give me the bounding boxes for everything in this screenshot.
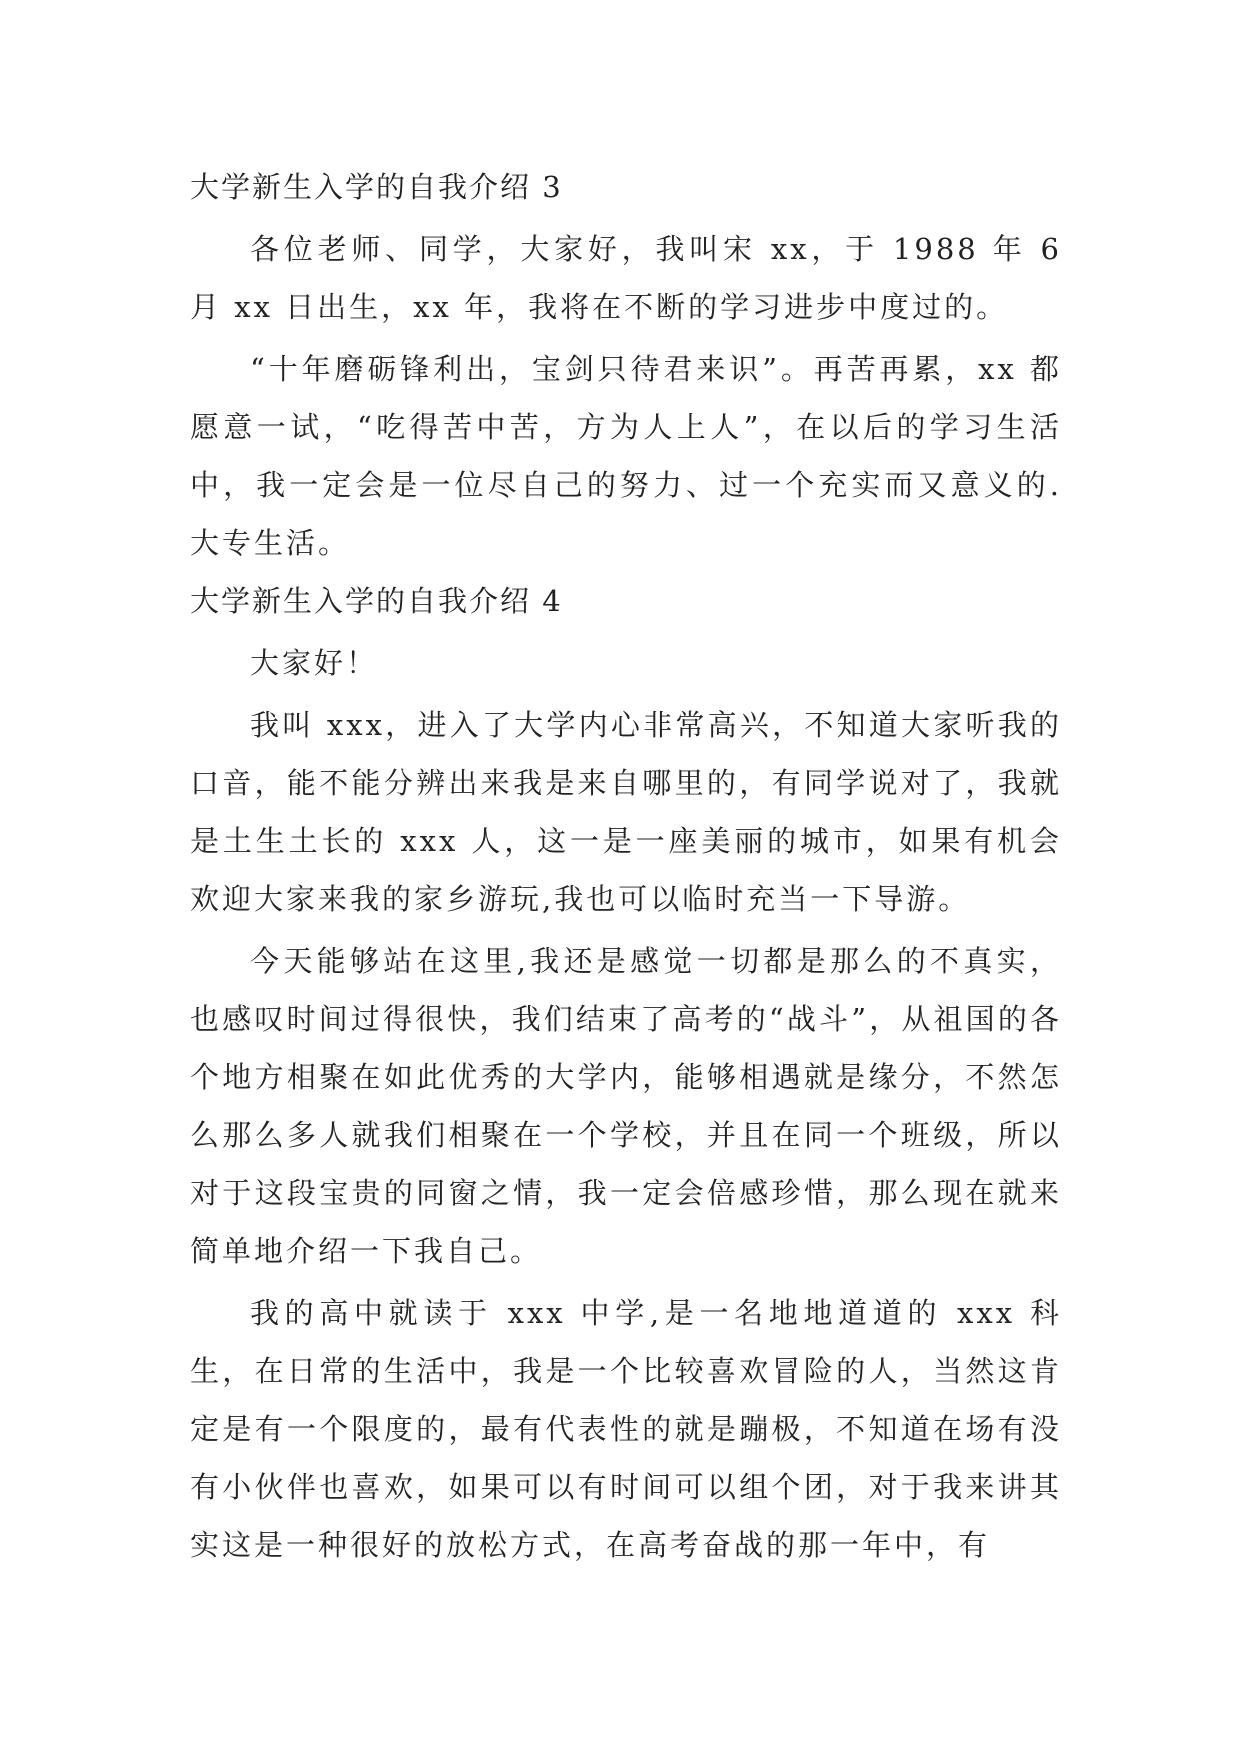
section-heading-4: 大学新生入学的自我介绍 4: [190, 584, 563, 618]
paragraph-highschool: 我的高中就读于 xxx 中学,是一名地地道道的 xxx 科生，在日常的生活中，我是一个比较喜欢冒险的人，当然这肯定是有一个限度的，最有代表性的就是蹦极，不知道在场有没有小伙伴也喜欢，如果可以有时间可以组个团，对于我来讲其实这是一种很好的放松方式，在高考奋战的那一年中，有: [190, 1296, 1062, 1562]
paragraph-hometown: 我叫 xxx，进入了大学内心非常高兴，不知道大家听我的口音，能不能分辨出来我是来自哪里的，有同学说对了，我就是土生土长的 xxx 人，这一是一座美丽的城市，如果有机会欢迎大家来我的家乡游玩,我也可以临时充当一下导游。: [190, 708, 1062, 916]
section-heading-3: 大学新生入学的自我介绍 3: [190, 170, 563, 204]
paragraph-motto: “十年磨砺锋利出，宝剑只待君来识”。再苦再累，xx 都愿意一试，“吃得苦中苦，方为人上人”，在以后的学习生活中，我一定会是一位尽自己的努力、过一个充实而又意义的. 大专生活。: [190, 352, 1062, 560]
paragraph-classmates: 今天能够站在这里,我还是感觉一切都是那么的不真实，也感叹时间过得很快，我们结束了高考的“战斗”，从祖国的各个地方相聚在如此优秀的大学内，能够相遇就是缘分，不然怎么那么多人就我们相聚在一个学校，并且在同一个班级，所以对于这段宝贵的同窗之情，我一定会倍感珍惜，那么现在就来简单地介绍一下我自己。: [190, 944, 1062, 1268]
document-body: [190, 158, 1062, 1574]
paragraph-intro-song: 各位老师、同学，大家好，我叫宋 xx，于 1988 年 6 月 xx 日出生，xx 年，我将在不断的学习进步中度过的。: [190, 232, 1062, 324]
paragraph-greeting: 大家好！: [250, 646, 379, 680]
